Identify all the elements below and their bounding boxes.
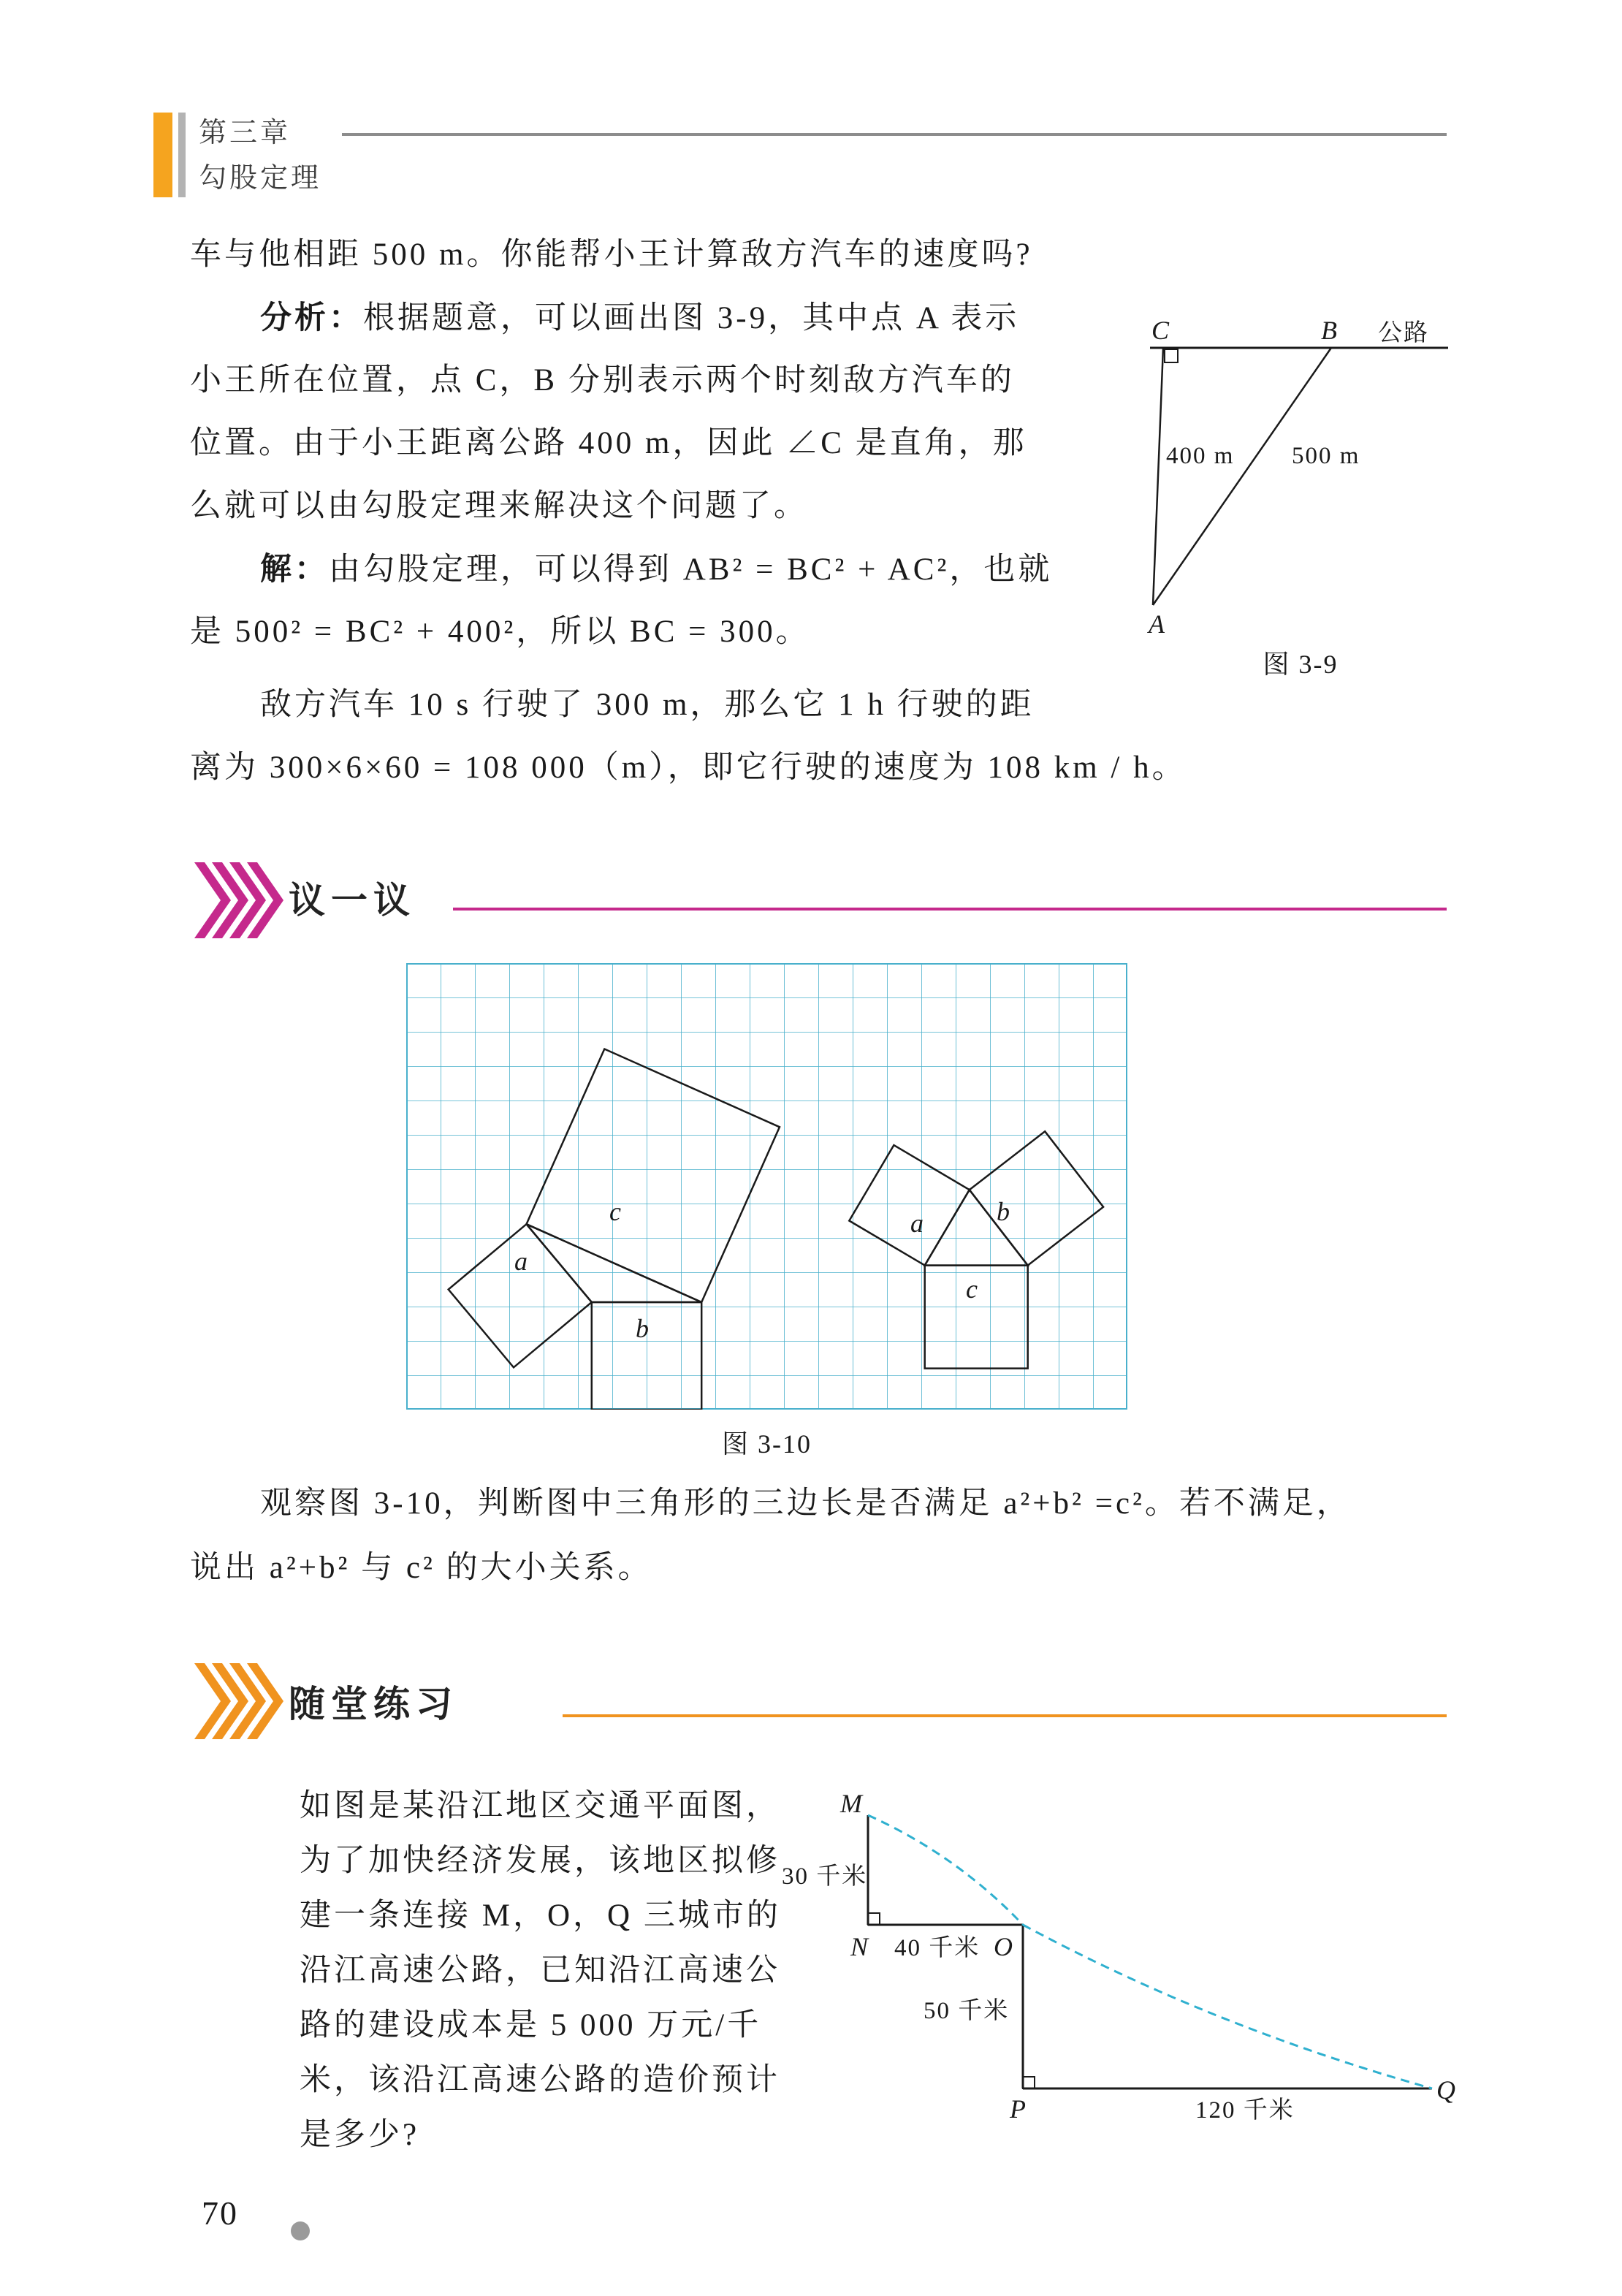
paragraph-line: 建一条连接 M，O，Q 三城市的 (300, 1898, 781, 1933)
analysis-label: 分析： (260, 300, 363, 335)
distance-400-label: 400 m (1166, 443, 1235, 469)
distance-40-label: 40 千米 (894, 1935, 981, 1961)
practice-section-title: 随堂练习 (289, 1684, 458, 1725)
figure-3-10 (406, 963, 1127, 1461)
chapter-accent-bar-secondary (178, 113, 186, 197)
chapter-rule (342, 133, 1447, 136)
point-label-C: C (1151, 316, 1170, 345)
point-label-P: P (1010, 2094, 1026, 2124)
left-label-b: b (636, 1314, 649, 1343)
paragraph-line: 离为 300×6×60 = 108 000（m），即它行驶的速度为 108 km / h。 (190, 750, 1187, 785)
point-label-N: N (850, 1932, 869, 1961)
paragraph-line: 如图是某沿江地区交通平面图， (300, 1789, 780, 1823)
chapter-number: 第三章 (199, 118, 292, 148)
right-label-a: a (910, 1209, 924, 1238)
paragraph-line: 是多少? (300, 2118, 420, 2152)
practice-section-rule (563, 1714, 1447, 1717)
analysis-line: 根据题意，可以画出图 3-9，其中点 A 表示 (363, 301, 1020, 335)
point-label-A: A (1149, 609, 1165, 636)
right-angle-mark-C (1165, 349, 1178, 362)
practice-text-block (300, 1779, 796, 2162)
right-label-b: b (997, 1197, 1010, 1226)
practice-figure (774, 1786, 1476, 2140)
figure-3-9 (1147, 307, 1454, 681)
distance-30-label: 30 千米 (782, 1863, 868, 1890)
segment-CA (1153, 348, 1163, 605)
figure-3-9-caption: 图 3-9 (1263, 650, 1339, 679)
figure-3-10-caption: 图 3-10 (722, 1429, 812, 1459)
distance-500-label: 500 m (1292, 443, 1360, 469)
page-number: 70 (202, 2194, 238, 2232)
point-label-B: B (1321, 316, 1337, 345)
paragraph-line: 说出 a²+b² 与 c² 的大小关系。 (190, 1551, 652, 1585)
distance-50-label: 50 千米 (924, 1998, 1010, 2024)
solution-label: 解： (260, 552, 329, 587)
section-chevron-icon (194, 859, 292, 941)
figure-3-9-drawing (1147, 307, 1454, 636)
paragraph-line: 么就可以由勾股定理来解决这个问题了。 (190, 489, 808, 523)
point-label-Q: Q (1436, 2075, 1455, 2105)
chapter-title: 勾股定理 (199, 163, 322, 194)
paragraph-line: 小王所在位置，点 C，B 分别表示两个时刻敌方汽车的 (190, 363, 1015, 398)
discuss-section-rule (453, 908, 1447, 911)
paragraph-line: 路的建设成本是 5 000 万元/千 (300, 2008, 762, 2042)
paragraph-line: 沿江高速公路，已知沿江高速公 (300, 1953, 780, 1988)
segment-BA (1153, 348, 1331, 605)
paragraph-line: 车与他相距 500 m。你能帮小王计算敌方汽车的速度吗? (190, 237, 1033, 272)
footer-dot (291, 2221, 310, 2240)
practice-figure-drawing (774, 1786, 1476, 2137)
paragraph-line: 位置。由于小王距离公路 400 m，因此 ∠C 是直角，那 (190, 426, 1027, 460)
section-chevron-icon (194, 1660, 292, 1742)
proposed-highway-MO (868, 1815, 1023, 1925)
paragraph-line: 米，该沿江高速公路的造价预计 (300, 2063, 780, 2097)
right-label-c: c (966, 1274, 978, 1304)
point-label-O: O (994, 1932, 1013, 1961)
discuss-text-block (190, 1472, 1461, 1600)
right-angle-mark-P (1023, 2077, 1035, 2088)
proposed-highway-OQ (1023, 1925, 1432, 2088)
paragraph-line: 为了加快经济发展，该地区拟修 (300, 1844, 780, 1878)
chapter-accent-bar (153, 113, 172, 197)
grid-background (406, 963, 1127, 1410)
distance-120-label: 120 千米 (1195, 2097, 1295, 2124)
right-angle-mark-N (868, 1913, 880, 1925)
discuss-section-title: 议一议 (289, 880, 416, 921)
paragraph-line: 是 500² = BC² + 400²，所以 BC = 300。 (190, 615, 810, 649)
left-label-c: c (609, 1197, 621, 1226)
figure-3-10-drawing (406, 963, 1127, 1410)
point-label-M: M (840, 1789, 862, 1818)
paragraph-line: 观察图 3-10，判断图中三角形的三边长是否满足 a²+b² =c²。若不满足， (260, 1486, 1351, 1521)
paragraph-line: 敌方汽车 10 s 行驶了 300 m，那么它 1 h 行驶的距 (260, 688, 1035, 722)
left-label-a: a (514, 1247, 528, 1276)
road-label: 公路 (1378, 320, 1429, 346)
solution-line: 由勾股定理，可以得到 AB² = BC² + AC²，也就 (329, 552, 1053, 587)
